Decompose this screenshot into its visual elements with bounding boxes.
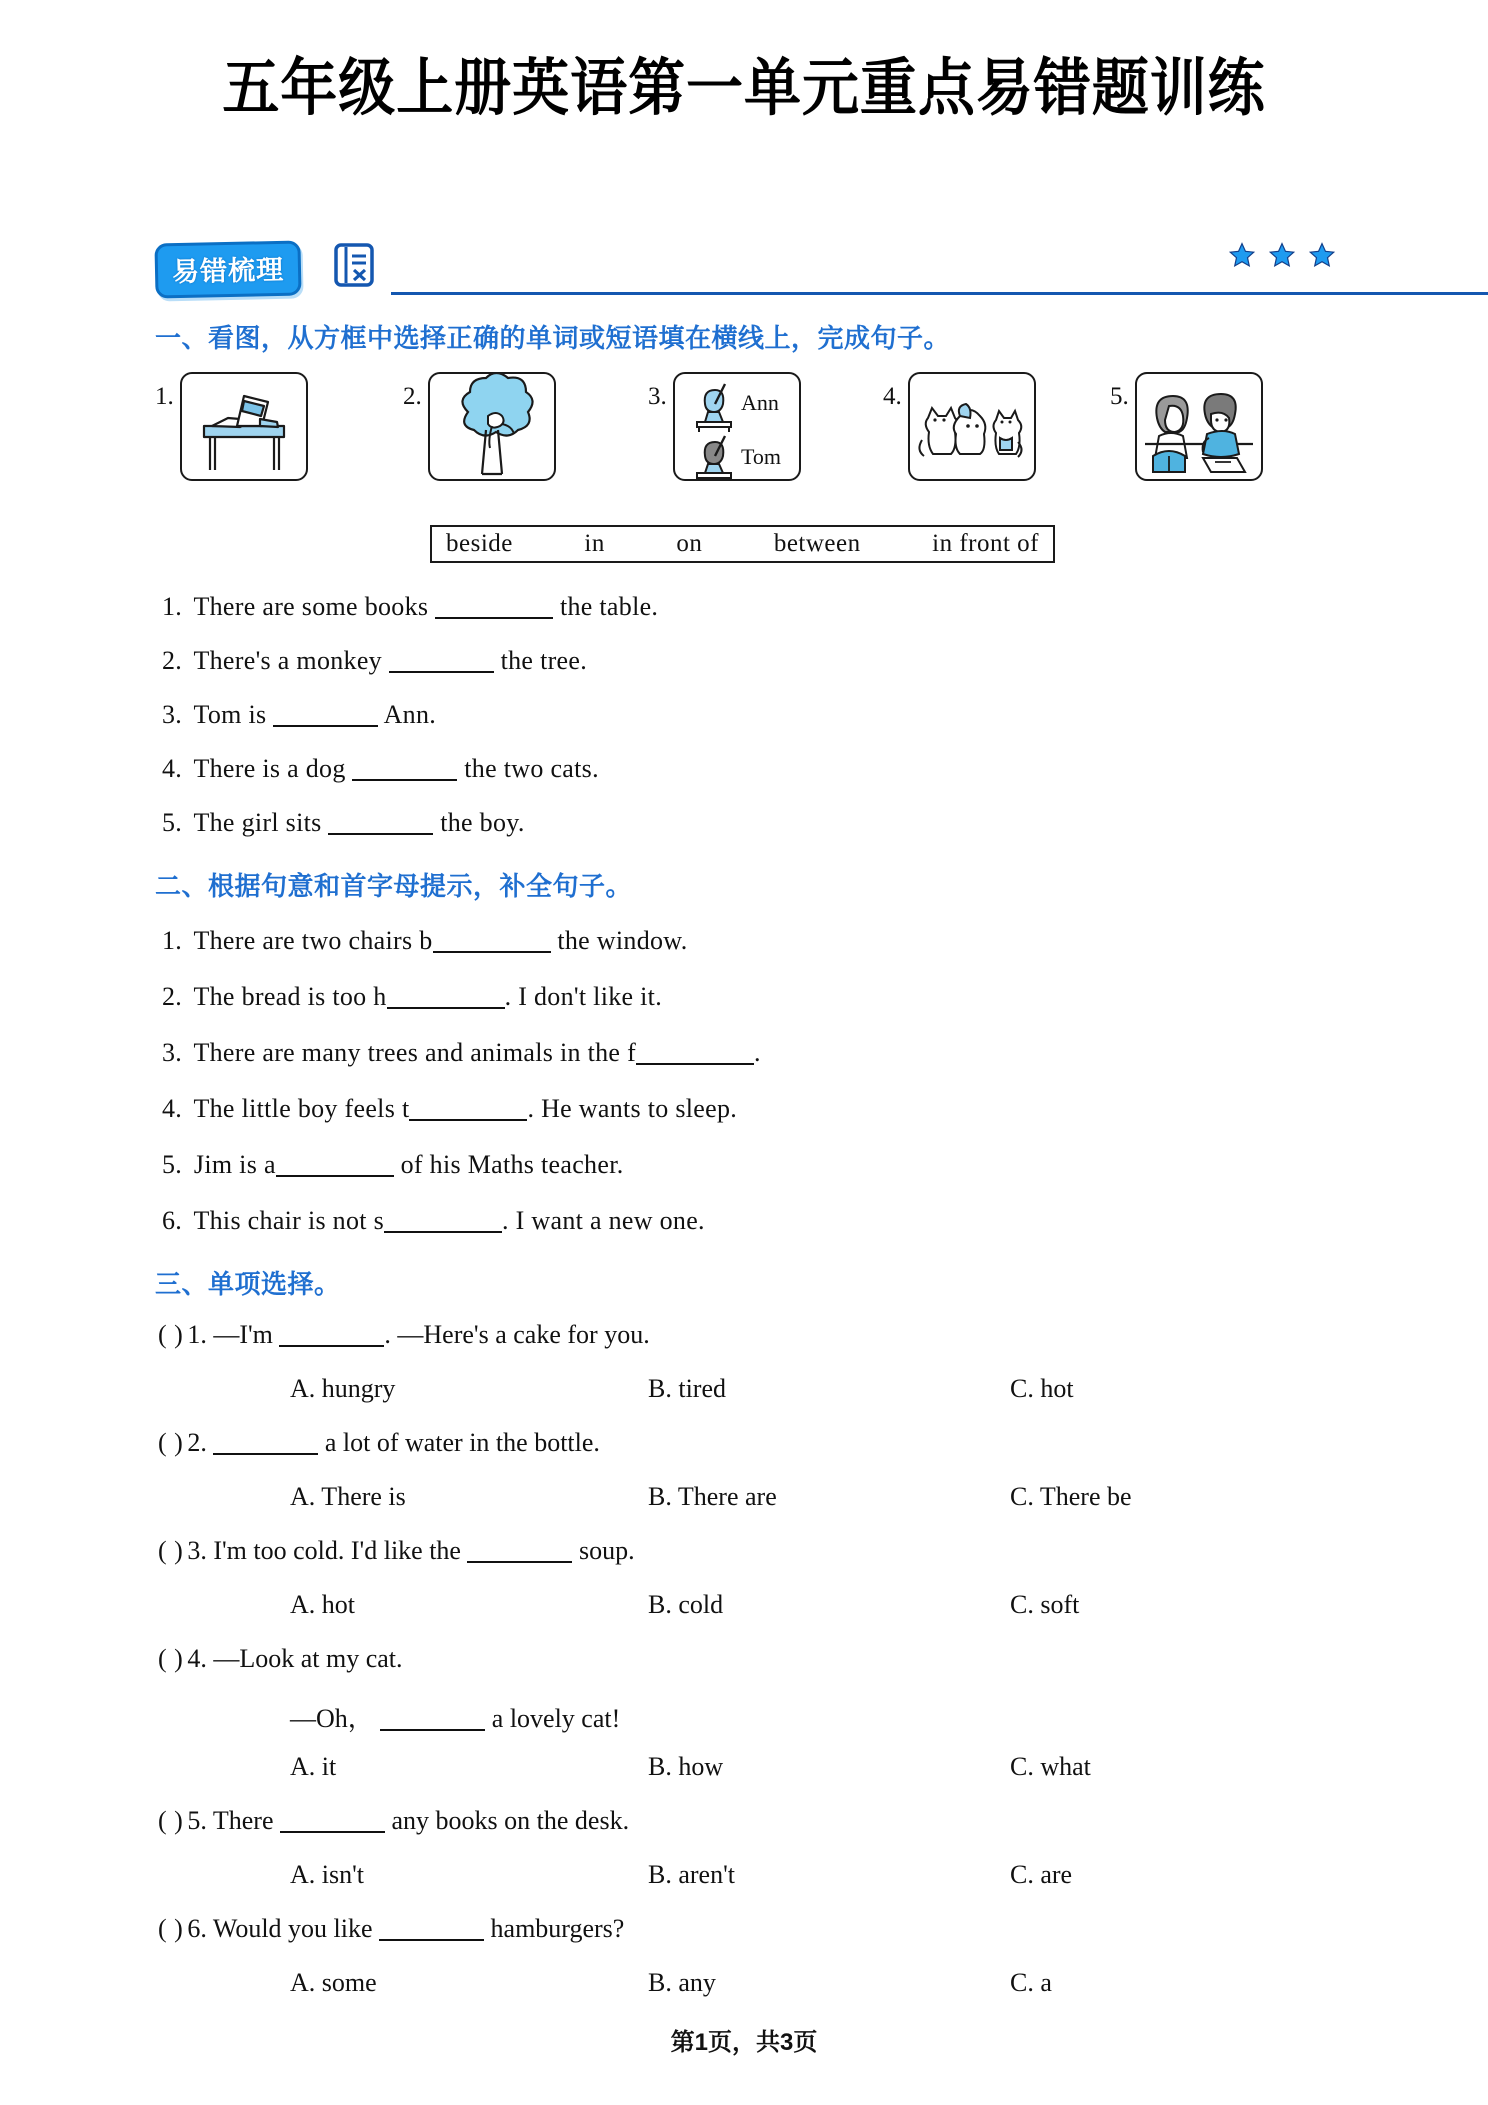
- s3-question-2: [158, 1428, 600, 1458]
- picture-item-1: [155, 372, 308, 481]
- q-stem-after: a lot of water in the bottle.: [324, 1428, 600, 1457]
- difficulty-stars: [1229, 242, 1335, 268]
- q-hint-letter: t: [401, 1094, 410, 1123]
- s2-question-3: [162, 1038, 761, 1068]
- option-a[interactable]: A. hungry: [290, 1374, 396, 1403]
- s1-question-3: [162, 700, 436, 730]
- picture-number: 1.: [155, 383, 174, 410]
- s3-question-1: [158, 1320, 650, 1350]
- q-number: 1.: [162, 592, 183, 621]
- option-c[interactable]: C. hot: [1010, 1374, 1074, 1403]
- option-c[interactable]: C. soft: [1010, 1590, 1080, 1619]
- word-bank-item: beside: [446, 530, 513, 557]
- notebook-cross-icon: [333, 242, 375, 288]
- word-bank-item: in: [584, 530, 605, 557]
- q-text-after: the boy.: [440, 808, 525, 837]
- answer-blank[interactable]: [273, 725, 378, 727]
- answer-bracket[interactable]: ( ): [158, 1320, 184, 1349]
- q-text-before: Jim is: [193, 1150, 258, 1179]
- option-a[interactable]: A. some: [290, 1968, 377, 1997]
- q-text-after: the window.: [557, 926, 688, 955]
- s1-question-4: [162, 754, 599, 784]
- option-b[interactable]: B. aren't: [648, 1860, 735, 1889]
- q-number: 2.: [187, 1428, 207, 1457]
- star-icon: [1269, 242, 1295, 268]
- s3-options-4: [0, 1752, 1180, 1784]
- answer-blank[interactable]: [387, 1007, 505, 1009]
- q-stem-before: —I'm: [213, 1320, 273, 1349]
- s3-question-4-line2: [290, 1698, 620, 1735]
- picture-row: [155, 372, 1335, 492]
- q-number: 4.: [162, 1094, 183, 1123]
- q-stem-before: Would you like: [212, 1914, 373, 1943]
- s3-question-5: [158, 1806, 629, 1836]
- q-text-after: .: [754, 1038, 761, 1067]
- q-stem-line2-after: a lovely cat!: [491, 1704, 621, 1733]
- q-text-before: There are many trees and animals in the: [193, 1038, 621, 1067]
- picture-number: 3.: [648, 383, 667, 410]
- option-b[interactable]: B. There are: [648, 1482, 777, 1511]
- s1-question-2: [162, 646, 587, 676]
- q-text-after: the table.: [559, 592, 659, 621]
- option-a[interactable]: A. There is: [290, 1482, 406, 1511]
- q-stem-before: —Look at my cat.: [213, 1644, 403, 1673]
- option-b[interactable]: B. how: [648, 1752, 724, 1781]
- option-a[interactable]: A. isn't: [290, 1860, 365, 1889]
- q-text-after: . I want a new one.: [502, 1206, 705, 1235]
- q-number: 6.: [187, 1914, 207, 1943]
- q-number: 1.: [162, 926, 183, 955]
- q-number: 6.: [162, 1206, 183, 1235]
- s2-question-2: [162, 982, 662, 1012]
- section-divider: [391, 292, 1488, 295]
- q-hint-letter: s: [373, 1206, 385, 1235]
- section-2-heading: 二、根据句意和首字母提示，补全句子。: [155, 871, 633, 901]
- q-number: 2.: [162, 646, 183, 675]
- badge-label: 易错梳理: [171, 254, 285, 288]
- answer-bracket[interactable]: ( ): [158, 1428, 184, 1457]
- answer-blank[interactable]: [435, 617, 553, 619]
- s3-question-4: [158, 1644, 403, 1674]
- s3-options-2: [0, 1482, 1180, 1514]
- picture-number: 4.: [883, 383, 902, 410]
- option-a[interactable]: A. it: [290, 1752, 337, 1781]
- answer-blank[interactable]: [467, 1561, 572, 1563]
- option-b[interactable]: B. cold: [648, 1590, 724, 1619]
- monkey-in-tree-picture: [428, 372, 556, 481]
- answer-bracket[interactable]: ( ): [158, 1536, 184, 1565]
- q-text-before: There is a dog: [193, 754, 346, 783]
- q-number: 1.: [187, 1320, 207, 1349]
- answer-blank[interactable]: [433, 951, 551, 953]
- girl-beside-boy-picture: [1135, 372, 1263, 481]
- books-on-table-picture: [180, 372, 308, 481]
- s3-options-6: [0, 1968, 1180, 2000]
- section-1-heading: 一、看图，从方框中选择正确的单词或短语填在横线上，完成句子。: [155, 323, 951, 353]
- answer-blank[interactable]: [328, 833, 433, 835]
- q-number: 3.: [162, 1038, 183, 1067]
- svg-text:Tom: Tom: [740, 444, 781, 469]
- q-text-after: . I don't like it.: [504, 982, 663, 1011]
- q-number: 2.: [162, 982, 183, 1011]
- option-c[interactable]: C. a: [1010, 1968, 1052, 1997]
- picture-item-5: [1110, 372, 1263, 481]
- s2-question-5: [162, 1150, 624, 1180]
- q-text-before: The bread is too: [193, 982, 367, 1011]
- word-bank-box: [430, 525, 1055, 563]
- q-stem-after: hamburgers?: [490, 1914, 625, 1943]
- s3-options-3: [0, 1590, 1180, 1622]
- page-footer: 第1页，共3页: [670, 2029, 818, 2056]
- s2-question-6: [162, 1206, 705, 1236]
- s2-question-1: [162, 926, 688, 956]
- q-stem-before: I'm too cold. I'd like the: [213, 1536, 461, 1565]
- q-text-before: There's a monkey: [193, 646, 382, 675]
- q-hint-letter: f: [627, 1038, 637, 1067]
- answer-blank[interactable]: [379, 1939, 484, 1941]
- q-stem-after: any books on the desk.: [391, 1806, 630, 1835]
- q-number: 3.: [187, 1536, 207, 1565]
- star-icon: [1229, 242, 1255, 268]
- svg-text:Ann: Ann: [740, 390, 779, 415]
- section-badge-bar: [155, 236, 1335, 294]
- q-text-before: Tom is: [193, 700, 267, 729]
- answer-blank[interactable]: [409, 1119, 527, 1121]
- option-b[interactable]: B. tired: [648, 1374, 726, 1403]
- answer-blank[interactable]: [636, 1063, 754, 1065]
- q-text-before: There are two chairs: [193, 926, 413, 955]
- option-c[interactable]: C. what: [1010, 1752, 1091, 1781]
- q-number: 4.: [187, 1644, 207, 1673]
- answer-blank[interactable]: [384, 1231, 502, 1233]
- picture-item-3: [648, 372, 801, 481]
- word-bank-item: between: [773, 530, 861, 557]
- word-bank-item: in front of: [932, 530, 1039, 557]
- q-hint-letter: b: [419, 926, 433, 955]
- s3-options-5: [0, 1860, 1180, 1892]
- q-text-before: The little boy feels: [193, 1094, 396, 1123]
- picture-number: 2.: [403, 383, 422, 410]
- dog-between-two-cats-picture: [908, 372, 1036, 481]
- q-text-after: . He wants to sleep.: [527, 1094, 738, 1123]
- answer-bracket[interactable]: ( ): [158, 1644, 184, 1673]
- s3-options-1: [0, 1374, 1180, 1406]
- answer-blank[interactable]: [352, 779, 457, 781]
- s1-question-1: [162, 592, 658, 622]
- star-icon: [1309, 242, 1335, 268]
- q-number: 5.: [162, 808, 183, 837]
- page-title: 五年级上册英语第一单元重点易错题训练: [222, 54, 1266, 123]
- answer-blank[interactable]: [380, 1729, 485, 1731]
- option-b[interactable]: B. any: [648, 1968, 716, 1997]
- picture-item-4: [883, 372, 1036, 481]
- section-3-heading: 三、单项选择。: [155, 1269, 341, 1299]
- option-c[interactable]: C. are: [1010, 1860, 1073, 1889]
- q-text-after: Ann.: [383, 700, 437, 729]
- answer-bracket[interactable]: ( ): [158, 1914, 184, 1943]
- option-c[interactable]: C. There be: [1010, 1482, 1132, 1511]
- s3-question-6: [158, 1914, 624, 1944]
- answer-bracket[interactable]: ( ): [158, 1806, 184, 1835]
- answer-blank[interactable]: [213, 1453, 318, 1455]
- q-stem-before: There: [212, 1806, 274, 1835]
- q-hint-letter: a: [263, 1150, 276, 1179]
- picture-item-2: [403, 372, 556, 481]
- q-number: 5.: [162, 1150, 183, 1179]
- ann-above-tom-picture: [673, 372, 801, 481]
- answer-blank[interactable]: [280, 1831, 385, 1833]
- answer-blank[interactable]: [279, 1345, 384, 1347]
- s2-question-4: [162, 1094, 737, 1124]
- answer-blank[interactable]: [276, 1175, 394, 1177]
- word-bank-item: on: [676, 530, 703, 557]
- q-stem-after: soup.: [578, 1536, 635, 1565]
- q-number: 4.: [162, 754, 183, 783]
- q-text-after: the two cats.: [464, 754, 599, 783]
- q-hint-letter: h: [373, 982, 387, 1011]
- s1-question-5: [162, 808, 525, 838]
- q-text-before: The girl sits: [193, 808, 322, 837]
- q-text-before: There are some books: [193, 592, 429, 621]
- q-stem-line2-before: —Oh，: [290, 1704, 374, 1733]
- q-number: 3.: [162, 700, 183, 729]
- q-stem-after: . —Here's a cake for you.: [384, 1320, 650, 1349]
- picture-number: 5.: [1110, 383, 1129, 410]
- yicuo-shuli-badge: [154, 240, 301, 298]
- q-text-after: of his Maths teacher.: [400, 1150, 624, 1179]
- answer-blank[interactable]: [389, 671, 494, 673]
- s3-question-3: [158, 1536, 635, 1566]
- option-a[interactable]: A. hot: [290, 1590, 355, 1619]
- q-text-before: This chair is not: [193, 1206, 367, 1235]
- q-number: 5.: [187, 1806, 207, 1835]
- q-text-after: the tree.: [500, 646, 588, 675]
